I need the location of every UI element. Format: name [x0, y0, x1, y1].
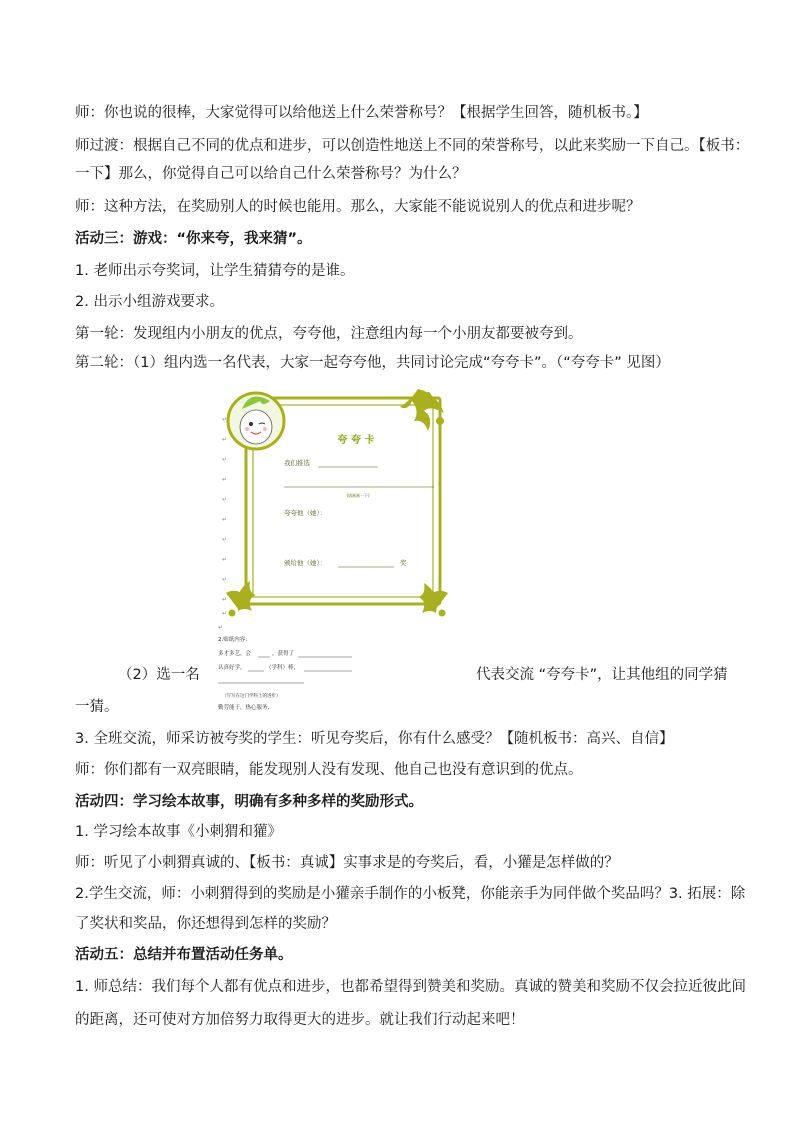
- text-line-2: 师过渡：根据自己不同的优点和进步，可以创造性地送上不同的荣誉称号，以此来奖励一下自己。【板书：: [75, 138, 750, 154]
- round2-left-text: （2）选一名: [118, 667, 200, 683]
- text-line-1: 师：你也说的很棒，大家觉得可以给他送上什么荣誉称号？【根据学生回答，随机板书。】: [75, 105, 648, 121]
- text-line-after-11: 的距离，还可使对方加倍努力取得更大的进步。就让我们行动起来吧！: [75, 1012, 525, 1028]
- card-section-label: 2.贴纸内容：: [218, 637, 251, 643]
- text-line-8: 第一轮：发现组内小朋友的优点，夸夸他，注意组内每一个小朋友都要被夸到。: [75, 326, 583, 342]
- card-item-2: 认真好学，: [218, 665, 246, 671]
- svg-text:↵: ↵: [222, 496, 228, 503]
- activity-3-heading: 活动三：游戏：“你来夸，我来猜”。: [75, 231, 312, 247]
- text-line-after-7: 2.学生交流，师：小刺猬得到的奖励是小獾亲手制作的小板凳，你能亲手为同伴做个奖品吗？3. 拓展：除: [75, 886, 746, 902]
- text-line-after-8: 了奖状和奖品，你还想得到怎样的奖励？: [75, 916, 336, 932]
- card-item-1: 多才多艺，会: [218, 651, 252, 657]
- svg-text:↵: ↵: [222, 416, 228, 423]
- svg-text:↵: ↵: [218, 624, 224, 631]
- card-row-praise: 夸夸他（她）：: [284, 509, 327, 517]
- svg-text:↵: ↵: [222, 610, 228, 617]
- svg-text:↵: ↵: [222, 536, 228, 543]
- svg-text:，获得了: ，获得了: [272, 651, 295, 657]
- svg-text:↵: ↵: [222, 476, 228, 483]
- svg-text:↵: ↵: [222, 596, 228, 603]
- text-line-after-1: 一猜。: [75, 699, 119, 715]
- text-line-after-6: 师：听见了小刺猬真诚的、【板书：真诚】实事求是的夸奖后，看，小獾是怎样做的？: [75, 855, 619, 871]
- svg-text:↵: ↵: [222, 576, 228, 583]
- mascot-icon: [228, 393, 284, 449]
- svg-text:↵: ↵: [222, 556, 228, 563]
- activity-4-heading: 活动四：学习绘本故事，明确有多种多样的奖励形式。: [75, 794, 423, 810]
- card-title: 夸 夸 卡: [337, 435, 375, 446]
- text-line-6: 1. 老师出示夸奖词，让学生猜猜夸的是谁。: [75, 263, 355, 279]
- card-row-award-end: 奖: [400, 559, 407, 567]
- activity-5-heading: 活动五：总结并布置活动任务单。: [75, 947, 293, 963]
- text-line-4: 师：这种方法，在奖励别人的时候也能用。那么，大家能不能说说别人的优点和进步呢？: [75, 199, 641, 215]
- text-line-9: 第二轮：（1）组内选一名代表，大家一起夸夸他，共同讨论完成“夸夸卡”。（“夸夸卡” 见图）: [75, 355, 670, 371]
- text-line-3: 一下】那么，你觉得自己可以给自己什么荣誉称号？为什么？: [75, 166, 467, 182]
- card-row-note: (请画画一下): [346, 493, 370, 498]
- svg-text:↵: ↵: [222, 456, 228, 463]
- text-line-after-3: 师：你们都有一双亮眼睛，能发现别人没有发现、他自己也没有意识到的优点。: [75, 762, 583, 778]
- praise-card-image: [218, 381, 456, 711]
- text-line-after-10: 1. 师总结：我们每个人都有优点和进步，也都希望得到赞美和奖励。真诚的赞美和奖励不仅会拉近彼此间: [75, 979, 746, 995]
- svg-text:↵: ↵: [222, 436, 228, 443]
- text-line-after-5: 1. 学习绘本故事《小刺猬和獾》: [75, 824, 282, 840]
- svg-text:↵: ↵: [222, 516, 228, 523]
- text-line-after-2: 3. 全班交流，师采访被夸奖的学生：听见夸奖后，你有什么感受？【随机板书：高兴、自信】: [75, 731, 674, 747]
- card-item-3: （写写在这门学科上的进步）: [222, 694, 281, 699]
- round2-right-text: 代表交流 “夸夸卡”，让其他组的同学猜: [476, 667, 728, 683]
- card-row-nominate: 我们推选: [284, 459, 310, 467]
- card-item-4: 勤劳能干，热心服务，: [218, 705, 274, 711]
- card-row-award: 颁给他（她）：: [284, 559, 327, 567]
- text-line-7: 2. 出示小组游戏要求。: [75, 294, 224, 310]
- svg-text:（学科）棒，: （学科）棒，: [266, 665, 300, 671]
